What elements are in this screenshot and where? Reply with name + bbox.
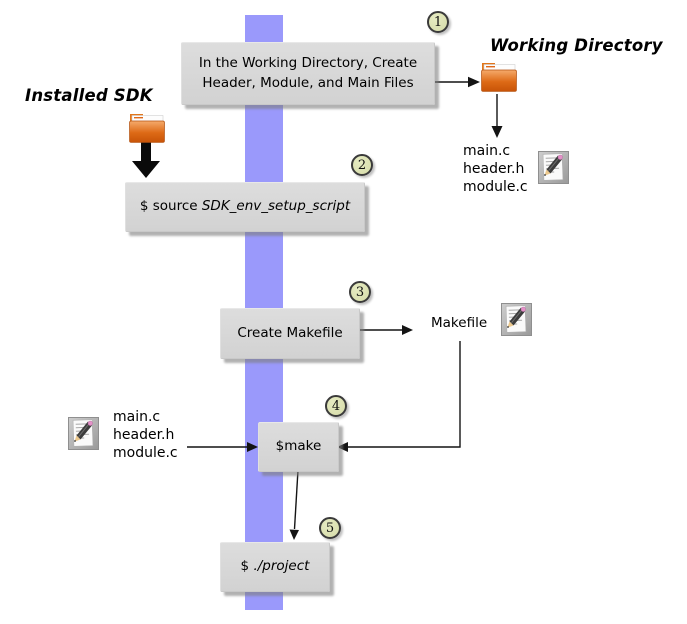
arrow-box1-to-working-folder [433, 77, 480, 87]
working-directory-files-list [463, 142, 528, 196]
step1-box [181, 42, 435, 105]
arrow-box4-to-box5 [290, 470, 300, 540]
edit-document-icon [501, 303, 532, 336]
step1-text-line1: In the Working Directory, Create [198, 54, 418, 71]
file-name: module.c [113, 445, 178, 461]
step1-number-badge: 1 [427, 11, 449, 33]
makefile-label: Makefile [431, 315, 488, 331]
file-name: main.c [113, 409, 161, 425]
step5-box [220, 542, 330, 592]
step2-number-badge: 2 [351, 154, 373, 176]
make-input-files-list [113, 408, 178, 462]
step2-command-prefix: $ source [139, 198, 198, 215]
arrow-installed-sdk-to-box2 [132, 140, 160, 178]
step3-box [220, 308, 360, 359]
file-name: module.c [463, 179, 528, 195]
arrow-working-folder-to-files [492, 94, 503, 138]
edit-document-icon [68, 417, 99, 450]
step4-box [258, 422, 339, 472]
step4-number-badge: 4 [325, 395, 347, 417]
step5-command-script: ./project [253, 558, 310, 575]
step3-number-badge: 3 [349, 281, 371, 303]
step2-command [140, 197, 350, 217]
file-name: main.c [463, 143, 511, 159]
step5-number-badge: 5 [319, 517, 341, 539]
arrow-box3-to-makefile [358, 325, 413, 335]
step2-box [125, 182, 365, 232]
edit-document-icon [538, 151, 569, 184]
working-directory-folder-icon [481, 62, 517, 92]
step2-command-script: SDK_env_setup_script [201, 198, 351, 215]
step1-text-line2: Header, Module, and Main Files [202, 74, 414, 91]
installed-sdk-folder-icon [129, 113, 165, 143]
file-name: header.h [463, 161, 525, 177]
step5-command-prefix: $ [240, 558, 250, 575]
installed-sdk-heading: Installed SDK [25, 86, 153, 105]
step3-label: Create Makefile [237, 324, 343, 341]
file-name: header.h [113, 427, 175, 443]
step4-label: $make [275, 438, 322, 455]
working-directory-heading: Working Directory [490, 36, 663, 55]
step5-command [241, 557, 310, 577]
